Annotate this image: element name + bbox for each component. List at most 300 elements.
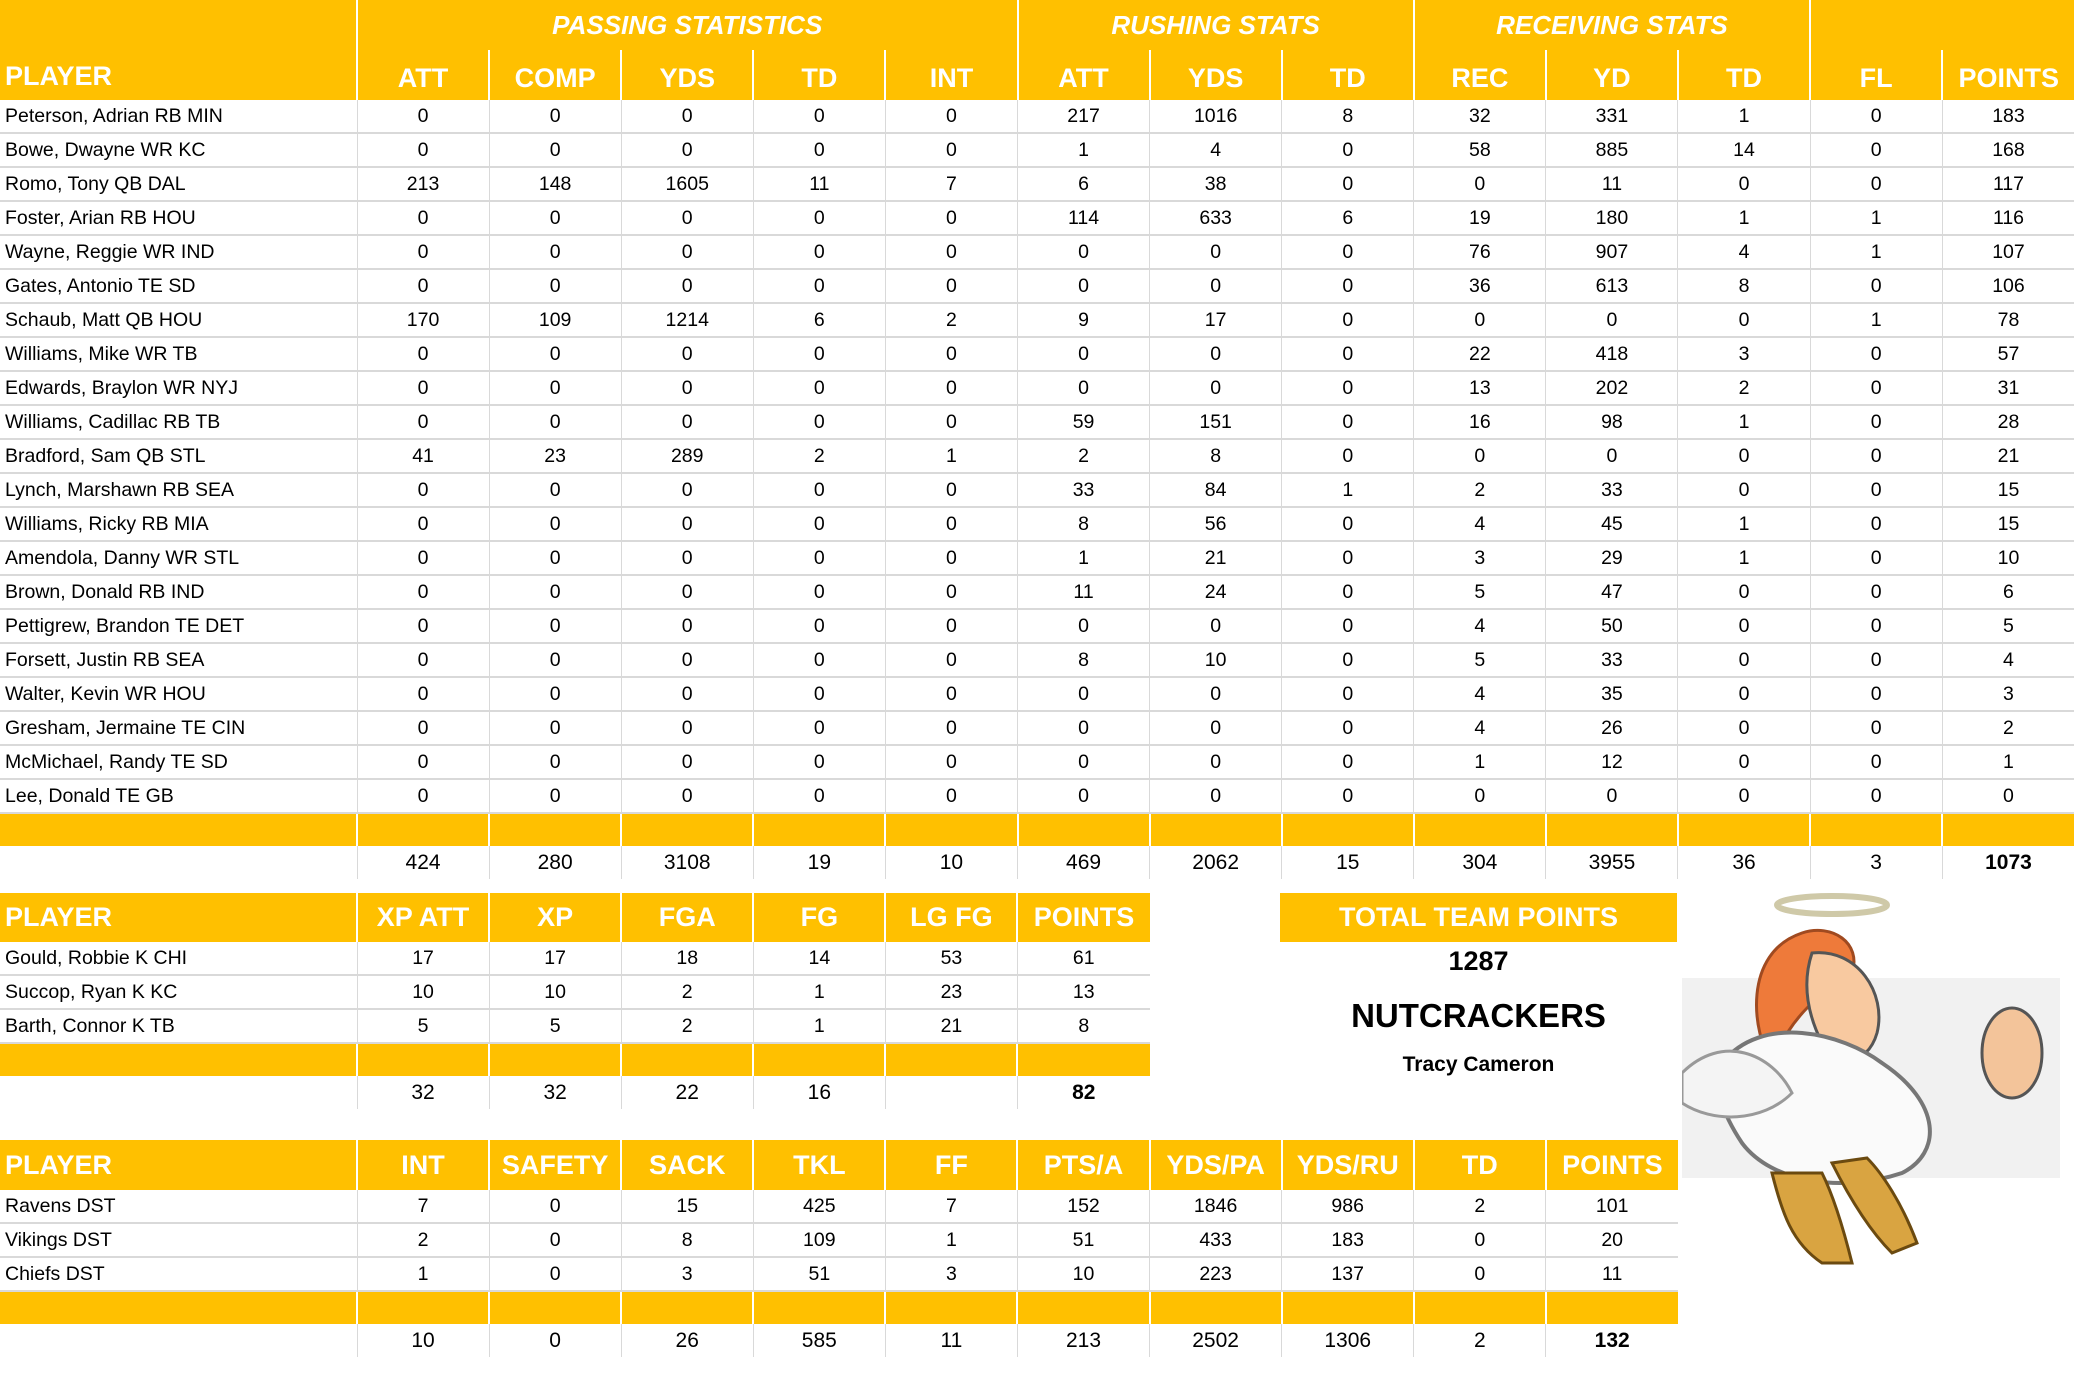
player-name-cell[interactable]: Williams, Mike WR TB bbox=[0, 337, 357, 371]
stat-cell: 0 bbox=[1414, 303, 1546, 337]
stat-cell: 0 bbox=[753, 745, 885, 779]
table-row bbox=[0, 167, 2074, 201]
stat-cell: 8 bbox=[1018, 507, 1150, 541]
table-row bbox=[0, 337, 2074, 371]
stat-cell: 1 bbox=[1018, 133, 1150, 167]
stat-cell: 2 bbox=[621, 975, 753, 1009]
stat-cell: 0 bbox=[621, 779, 753, 813]
table-row bbox=[0, 711, 2074, 745]
stat-cell: 0 bbox=[1546, 779, 1678, 813]
total-team-points-value: 1287 bbox=[1448, 946, 1509, 976]
stat-cell: 0 bbox=[1810, 507, 1942, 541]
team-name: NUTCRACKERS bbox=[1351, 997, 1606, 1034]
stat-cell: 0 bbox=[1810, 100, 1942, 133]
stat-cell: 0 bbox=[489, 269, 621, 303]
column-header-td[interactable]: TD bbox=[1678, 50, 1810, 100]
stat-cell: 0 bbox=[1150, 745, 1282, 779]
stat-cell: 20 bbox=[1546, 1223, 1678, 1257]
total-cell: 16 bbox=[753, 1076, 885, 1109]
stat-cell: 2 bbox=[621, 1009, 753, 1043]
stat-cell: 0 bbox=[489, 100, 621, 133]
stat-cell: 0 bbox=[885, 541, 1017, 575]
player-name-cell[interactable]: Forsett, Justin RB SEA bbox=[0, 643, 357, 677]
player-name-cell[interactable]: Romo, Tony QB DAL bbox=[0, 167, 357, 201]
stat-cell: 0 bbox=[1810, 541, 1942, 575]
stat-cell: 5 bbox=[489, 1009, 621, 1043]
spacer-cell bbox=[753, 1043, 885, 1076]
stat-cell: 1 bbox=[1810, 303, 1942, 337]
kicker-stats-table bbox=[0, 893, 1150, 1109]
stat-cell: 33 bbox=[1546, 643, 1678, 677]
stat-cell: 0 bbox=[753, 507, 885, 541]
stat-cell: 0 bbox=[489, 541, 621, 575]
stat-cell: 61 bbox=[1017, 942, 1149, 975]
stat-cell: 7 bbox=[885, 167, 1017, 201]
stat-cell: 0 bbox=[1018, 235, 1150, 269]
stat-cell: 47 bbox=[1546, 575, 1678, 609]
table-row bbox=[0, 100, 2074, 133]
column-header-player[interactable]: PLAYER bbox=[0, 1140, 357, 1190]
player-name-cell[interactable]: Amendola, Danny WR STL bbox=[0, 541, 357, 575]
stat-cell: 0 bbox=[1942, 779, 2074, 813]
stat-cell: 22 bbox=[1414, 337, 1546, 371]
column-header-points[interactable]: POINTS bbox=[1942, 50, 2074, 100]
stat-cell: 0 bbox=[753, 541, 885, 575]
stat-cell: 14 bbox=[1678, 133, 1810, 167]
stat-cell: 0 bbox=[885, 337, 1017, 371]
total-cell: 36 bbox=[1678, 846, 1810, 879]
column-header-sack[interactable]: SACK bbox=[621, 1140, 753, 1190]
stat-cell: 0 bbox=[1810, 711, 1942, 745]
player-name-cell[interactable]: Williams, Ricky RB MIA bbox=[0, 507, 357, 541]
table-row bbox=[0, 473, 2074, 507]
stat-cell: 168 bbox=[1942, 133, 2074, 167]
stat-cell: 0 bbox=[1678, 575, 1810, 609]
stat-cell: 0 bbox=[1810, 167, 1942, 201]
stat-cell: 0 bbox=[1810, 609, 1942, 643]
stat-cell: 0 bbox=[1810, 133, 1942, 167]
stat-cell: 0 bbox=[1810, 405, 1942, 439]
stat-cell: 1 bbox=[1810, 201, 1942, 235]
spacer-cell bbox=[1414, 1291, 1546, 1324]
stat-cell: 0 bbox=[1414, 167, 1546, 201]
stat-cell: 0 bbox=[489, 133, 621, 167]
stat-cell: 36 bbox=[1414, 269, 1546, 303]
stat-cell: 0 bbox=[489, 575, 621, 609]
stat-cell: 57 bbox=[1942, 337, 2074, 371]
stat-cell: 0 bbox=[489, 337, 621, 371]
total-cell: 82 bbox=[1017, 1076, 1149, 1109]
stat-cell: 0 bbox=[1150, 609, 1282, 643]
total-cell: 19 bbox=[753, 846, 885, 879]
spacer-cell bbox=[885, 1291, 1017, 1324]
stat-cell: 0 bbox=[1018, 677, 1150, 711]
player-name-cell[interactable]: Foster, Arian RB HOU bbox=[0, 201, 357, 235]
player-name-cell[interactable]: Edwards, Braylon WR NYJ bbox=[0, 371, 357, 405]
stat-cell: 1016 bbox=[1150, 100, 1282, 133]
spacer-cell bbox=[0, 1291, 357, 1324]
stat-cell: 0 bbox=[621, 541, 753, 575]
stat-cell: 13 bbox=[1017, 975, 1149, 1009]
stat-cell: 0 bbox=[1018, 371, 1150, 405]
stat-cell: 6 bbox=[1018, 167, 1150, 201]
column-header-points[interactable]: POINTS bbox=[1546, 1140, 1678, 1190]
stat-cell: 986 bbox=[1282, 1190, 1414, 1223]
stat-cell: 0 bbox=[1018, 779, 1150, 813]
stat-cell: 0 bbox=[357, 337, 489, 371]
stat-cell: 15 bbox=[621, 1190, 753, 1223]
stat-cell: 0 bbox=[885, 609, 1017, 643]
stat-cell: 0 bbox=[357, 643, 489, 677]
spacer-cell bbox=[0, 1043, 357, 1076]
player-name-cell[interactable]: Lee, Donald TE GB bbox=[0, 779, 357, 813]
stat-cell: 0 bbox=[489, 473, 621, 507]
total-cell: 3955 bbox=[1546, 846, 1678, 879]
total-cell: 280 bbox=[489, 846, 621, 879]
stat-cell: 0 bbox=[357, 711, 489, 745]
stat-cell: 0 bbox=[885, 507, 1017, 541]
column-header-player[interactable]: PLAYER bbox=[0, 893, 357, 942]
column-header-xp[interactable]: XP bbox=[489, 893, 621, 942]
column-header-xp-att[interactable]: XP ATT bbox=[357, 893, 489, 942]
stat-cell: 58 bbox=[1414, 133, 1546, 167]
stat-cell: 21 bbox=[1942, 439, 2074, 473]
column-header-points[interactable]: POINTS bbox=[1017, 893, 1149, 942]
stat-cell: 0 bbox=[489, 779, 621, 813]
stat-cell: 4 bbox=[1942, 643, 2074, 677]
player-name-cell[interactable]: Succop, Ryan K KC bbox=[0, 975, 357, 1009]
table-row bbox=[0, 745, 2074, 779]
stat-cell: 1605 bbox=[621, 167, 753, 201]
stat-cell: 98 bbox=[1546, 405, 1678, 439]
total-cell bbox=[0, 846, 357, 879]
column-header-td[interactable]: TD bbox=[1282, 50, 1414, 100]
stat-cell: 0 bbox=[1678, 439, 1810, 473]
player-name-cell[interactable]: Peterson, Adrian RB MIN bbox=[0, 100, 357, 133]
stat-cell: 109 bbox=[489, 303, 621, 337]
stat-cell: 0 bbox=[357, 100, 489, 133]
column-header-td[interactable]: TD bbox=[1414, 1140, 1546, 1190]
table-row bbox=[0, 609, 2074, 643]
stat-cell: 202 bbox=[1546, 371, 1678, 405]
column-header-int[interactable]: INT bbox=[357, 1140, 489, 1190]
column-header-yds[interactable]: YDS bbox=[621, 50, 753, 100]
stat-cell: 0 bbox=[1810, 643, 1942, 677]
stat-cell: 18 bbox=[621, 942, 753, 975]
stat-cell: 33 bbox=[1546, 473, 1678, 507]
table-row bbox=[0, 1009, 1150, 1043]
total-cell: 2502 bbox=[1150, 1324, 1282, 1357]
spacer-cell bbox=[1414, 813, 1546, 846]
spacer-row bbox=[0, 813, 2074, 846]
player-name-cell[interactable]: Schaub, Matt QB HOU bbox=[0, 303, 357, 337]
stat-cell: 5 bbox=[357, 1009, 489, 1043]
stat-cell: 0 bbox=[1414, 1223, 1546, 1257]
total-cell: 585 bbox=[753, 1324, 885, 1357]
stat-cell: 0 bbox=[621, 235, 753, 269]
spacer-cell bbox=[621, 813, 753, 846]
stat-cell: 0 bbox=[753, 235, 885, 269]
stat-cell: 23 bbox=[885, 975, 1017, 1009]
header-group-row bbox=[0, 0, 2074, 50]
stat-cell: 0 bbox=[489, 745, 621, 779]
total-cell: 3108 bbox=[621, 846, 753, 879]
stat-cell: 0 bbox=[885, 100, 1017, 133]
column-group-header: RUSHING STATS bbox=[1018, 0, 1414, 50]
stat-cell: 8 bbox=[1150, 439, 1282, 473]
spacer-cell bbox=[885, 1043, 1017, 1076]
stat-cell: 433 bbox=[1150, 1223, 1282, 1257]
stat-cell: 0 bbox=[1810, 779, 1942, 813]
player-name-cell[interactable]: Pettigrew, Brandon TE DET bbox=[0, 609, 357, 643]
stat-cell: 8 bbox=[621, 1223, 753, 1257]
spacer-row bbox=[0, 1291, 1678, 1324]
total-cell: 15 bbox=[1282, 846, 1414, 879]
header-row bbox=[0, 1140, 1678, 1190]
stat-cell: 0 bbox=[1282, 337, 1414, 371]
table-row bbox=[0, 1257, 1678, 1291]
table-row bbox=[0, 1190, 1678, 1223]
stat-cell: 331 bbox=[1546, 100, 1678, 133]
stat-cell: 2 bbox=[753, 439, 885, 473]
stat-cell: 1 bbox=[753, 975, 885, 1009]
column-header-td[interactable]: TD bbox=[753, 50, 885, 100]
column-header-pts-a[interactable]: PTS/A bbox=[1017, 1140, 1149, 1190]
table-row bbox=[0, 677, 2074, 711]
stat-cell: 53 bbox=[885, 942, 1017, 975]
stat-cell: 107 bbox=[1942, 235, 2074, 269]
stat-cell: 0 bbox=[1150, 779, 1282, 813]
stat-cell: 0 bbox=[885, 779, 1017, 813]
stat-cell: 0 bbox=[885, 133, 1017, 167]
stat-cell: 41 bbox=[357, 439, 489, 473]
spacer-cell bbox=[1018, 813, 1150, 846]
stat-cell: 0 bbox=[357, 779, 489, 813]
stat-cell: 0 bbox=[621, 609, 753, 643]
spacer-cell bbox=[489, 1291, 621, 1324]
player-name-cell[interactable]: Barth, Connor K TB bbox=[0, 1009, 357, 1043]
column-header-ff[interactable]: FF bbox=[885, 1140, 1017, 1190]
table-row bbox=[0, 1223, 1678, 1257]
stat-cell: 0 bbox=[357, 507, 489, 541]
column-header-safety[interactable]: SAFETY bbox=[489, 1140, 621, 1190]
stat-cell: 152 bbox=[1017, 1190, 1149, 1223]
stat-cell: 76 bbox=[1414, 235, 1546, 269]
stat-cell: 51 bbox=[1017, 1223, 1149, 1257]
column-header-int[interactable]: INT bbox=[885, 50, 1017, 100]
column-header-comp[interactable]: COMP bbox=[489, 50, 621, 100]
stat-cell: 0 bbox=[621, 473, 753, 507]
stat-cell: 10 bbox=[1150, 643, 1282, 677]
stat-cell: 0 bbox=[621, 133, 753, 167]
spacer-cell bbox=[621, 1043, 753, 1076]
stat-cell: 1846 bbox=[1150, 1190, 1282, 1223]
stat-cell: 0 bbox=[357, 609, 489, 643]
total-cell: 32 bbox=[489, 1076, 621, 1109]
player-name-cell[interactable]: Wayne, Reggie WR IND bbox=[0, 235, 357, 269]
stat-cell: 1 bbox=[753, 1009, 885, 1043]
stat-cell: 0 bbox=[489, 371, 621, 405]
stat-cell: 0 bbox=[621, 269, 753, 303]
stat-cell: 28 bbox=[1942, 405, 2074, 439]
stat-cell: 0 bbox=[885, 371, 1017, 405]
stat-cell: 0 bbox=[1678, 677, 1810, 711]
column-header-fg[interactable]: FG bbox=[753, 893, 885, 942]
total-cell: 132 bbox=[1546, 1324, 1678, 1357]
column-header-yd[interactable]: YD bbox=[1546, 50, 1678, 100]
stat-cell: 0 bbox=[1282, 609, 1414, 643]
stat-cell: 35 bbox=[1546, 677, 1678, 711]
stat-cell: 0 bbox=[621, 507, 753, 541]
stat-cell: 0 bbox=[357, 541, 489, 575]
player-name-cell[interactable]: Ravens DST bbox=[0, 1190, 357, 1223]
stat-cell: 11 bbox=[753, 167, 885, 201]
stat-cell: 17 bbox=[357, 942, 489, 975]
table-row bbox=[0, 643, 2074, 677]
stat-cell: 0 bbox=[1018, 609, 1150, 643]
stat-cell: 180 bbox=[1546, 201, 1678, 235]
stat-cell: 29 bbox=[1546, 541, 1678, 575]
totals-row bbox=[0, 1324, 1678, 1357]
stat-cell: 56 bbox=[1150, 507, 1282, 541]
player-name-cell[interactable]: McMichael, Randy TE SD bbox=[0, 745, 357, 779]
player-name-cell[interactable]: Vikings DST bbox=[0, 1223, 357, 1257]
column-header-fl[interactable]: FL bbox=[1810, 50, 1942, 100]
spacer-cell bbox=[489, 1043, 621, 1076]
player-name-cell[interactable]: Gresham, Jermaine TE CIN bbox=[0, 711, 357, 745]
stat-cell: 6 bbox=[1942, 575, 2074, 609]
stat-cell: 32 bbox=[1414, 100, 1546, 133]
stat-cell: 3 bbox=[1942, 677, 2074, 711]
spacer-cell bbox=[1150, 813, 1282, 846]
table-row bbox=[0, 303, 2074, 337]
stat-cell: 24 bbox=[1150, 575, 1282, 609]
stat-cell: 1 bbox=[885, 439, 1017, 473]
stat-cell: 19 bbox=[1414, 201, 1546, 235]
player-name-cell[interactable]: Williams, Cadillac RB TB bbox=[0, 405, 357, 439]
stat-cell: 0 bbox=[885, 473, 1017, 507]
stat-cell: 0 bbox=[357, 473, 489, 507]
stat-cell: 0 bbox=[1678, 473, 1810, 507]
stat-cell: 4 bbox=[1414, 711, 1546, 745]
spacer-cell bbox=[357, 813, 489, 846]
player-name-cell[interactable]: Walter, Kevin WR HOU bbox=[0, 677, 357, 711]
stat-cell: 0 bbox=[1150, 235, 1282, 269]
stat-cell: 50 bbox=[1546, 609, 1678, 643]
stat-cell: 0 bbox=[885, 201, 1017, 235]
column-header-fga[interactable]: FGA bbox=[621, 893, 753, 942]
stat-cell: 0 bbox=[489, 405, 621, 439]
stat-cell: 51 bbox=[753, 1257, 885, 1291]
stat-cell: 0 bbox=[357, 575, 489, 609]
table-row bbox=[0, 133, 2074, 167]
spacer-cell bbox=[357, 1291, 489, 1324]
player-name-cell[interactable]: Brown, Donald RB IND bbox=[0, 575, 357, 609]
stat-cell: 885 bbox=[1546, 133, 1678, 167]
stat-cell: 16 bbox=[1414, 405, 1546, 439]
table-row bbox=[0, 942, 1150, 975]
stat-cell: 0 bbox=[885, 677, 1017, 711]
stat-cell: 5 bbox=[1414, 575, 1546, 609]
stat-cell: 0 bbox=[1414, 1257, 1546, 1291]
column-header-lg-fg[interactable]: LG FG bbox=[885, 893, 1017, 942]
stat-cell: 0 bbox=[1414, 779, 1546, 813]
stat-cell: 2 bbox=[1414, 1190, 1546, 1223]
player-name-cell[interactable]: Gould, Robbie K CHI bbox=[0, 942, 357, 975]
player-name-cell[interactable]: Bowe, Dwayne WR KC bbox=[0, 133, 357, 167]
stat-cell: 1214 bbox=[621, 303, 753, 337]
column-header-yds-ru[interactable]: YDS/RU bbox=[1282, 1140, 1414, 1190]
stat-cell: 109 bbox=[753, 1223, 885, 1257]
stat-cell: 84 bbox=[1150, 473, 1282, 507]
stat-cell: 0 bbox=[1678, 167, 1810, 201]
stat-cell: 8 bbox=[1018, 643, 1150, 677]
totals-row bbox=[0, 1076, 1150, 1109]
stat-cell: 4 bbox=[1414, 609, 1546, 643]
stat-cell: 1 bbox=[1678, 507, 1810, 541]
column-header-att[interactable]: ATT bbox=[357, 50, 489, 100]
stat-cell: 0 bbox=[753, 405, 885, 439]
stat-cell: 6 bbox=[1282, 201, 1414, 235]
spacer-cell bbox=[489, 813, 621, 846]
stat-cell: 4 bbox=[1150, 133, 1282, 167]
column-header-rec[interactable]: REC bbox=[1414, 50, 1546, 100]
stat-cell: 10 bbox=[357, 975, 489, 1009]
stat-cell: 0 bbox=[1282, 439, 1414, 473]
stat-cell: 5 bbox=[1942, 609, 2074, 643]
stat-cell: 0 bbox=[489, 677, 621, 711]
spacer-cell bbox=[1017, 1043, 1149, 1076]
stat-cell: 0 bbox=[489, 1223, 621, 1257]
table-row bbox=[0, 779, 2074, 813]
stat-cell: 21 bbox=[885, 1009, 1017, 1043]
stat-cell: 106 bbox=[1942, 269, 2074, 303]
stat-cell: 0 bbox=[1810, 473, 1942, 507]
spacer-row bbox=[0, 1043, 1150, 1076]
stat-cell: 11 bbox=[1018, 575, 1150, 609]
stat-cell: 0 bbox=[885, 575, 1017, 609]
column-header-yds[interactable]: YDS bbox=[1150, 50, 1282, 100]
column-header-att[interactable]: ATT bbox=[1018, 50, 1150, 100]
stat-cell: 217 bbox=[1018, 100, 1150, 133]
stat-cell: 1 bbox=[1678, 100, 1810, 133]
column-header-tkl[interactable]: TKL bbox=[753, 1140, 885, 1190]
stat-cell: 0 bbox=[1018, 269, 1150, 303]
stat-cell: 2 bbox=[1414, 473, 1546, 507]
stat-cell: 0 bbox=[489, 643, 621, 677]
spacer-cell bbox=[1678, 813, 1810, 846]
stat-cell: 11 bbox=[1546, 167, 1678, 201]
stat-cell: 7 bbox=[885, 1190, 1017, 1223]
spacer-cell bbox=[1150, 1291, 1282, 1324]
player-name-cell[interactable]: Chiefs DST bbox=[0, 1257, 357, 1291]
stat-cell: 0 bbox=[1018, 745, 1150, 779]
stat-cell: 148 bbox=[489, 167, 621, 201]
player-name-cell[interactable]: Lynch, Marshawn RB SEA bbox=[0, 473, 357, 507]
spacer-cell bbox=[885, 813, 1017, 846]
stat-cell: 1 bbox=[1810, 235, 1942, 269]
team-owner: Tracy Cameron bbox=[1402, 1053, 1555, 1076]
team-summary bbox=[1280, 893, 1677, 1077]
stat-cell: 0 bbox=[1810, 269, 1942, 303]
stat-cell: 31 bbox=[1942, 371, 2074, 405]
stat-cell: 0 bbox=[753, 677, 885, 711]
player-name-cell[interactable]: Gates, Antonio TE SD bbox=[0, 269, 357, 303]
player-name-cell[interactable]: Bradford, Sam QB STL bbox=[0, 439, 357, 473]
stat-cell: 0 bbox=[1810, 745, 1942, 779]
total-cell bbox=[0, 1324, 357, 1357]
column-header-yds-pa[interactable]: YDS/PA bbox=[1150, 1140, 1282, 1190]
